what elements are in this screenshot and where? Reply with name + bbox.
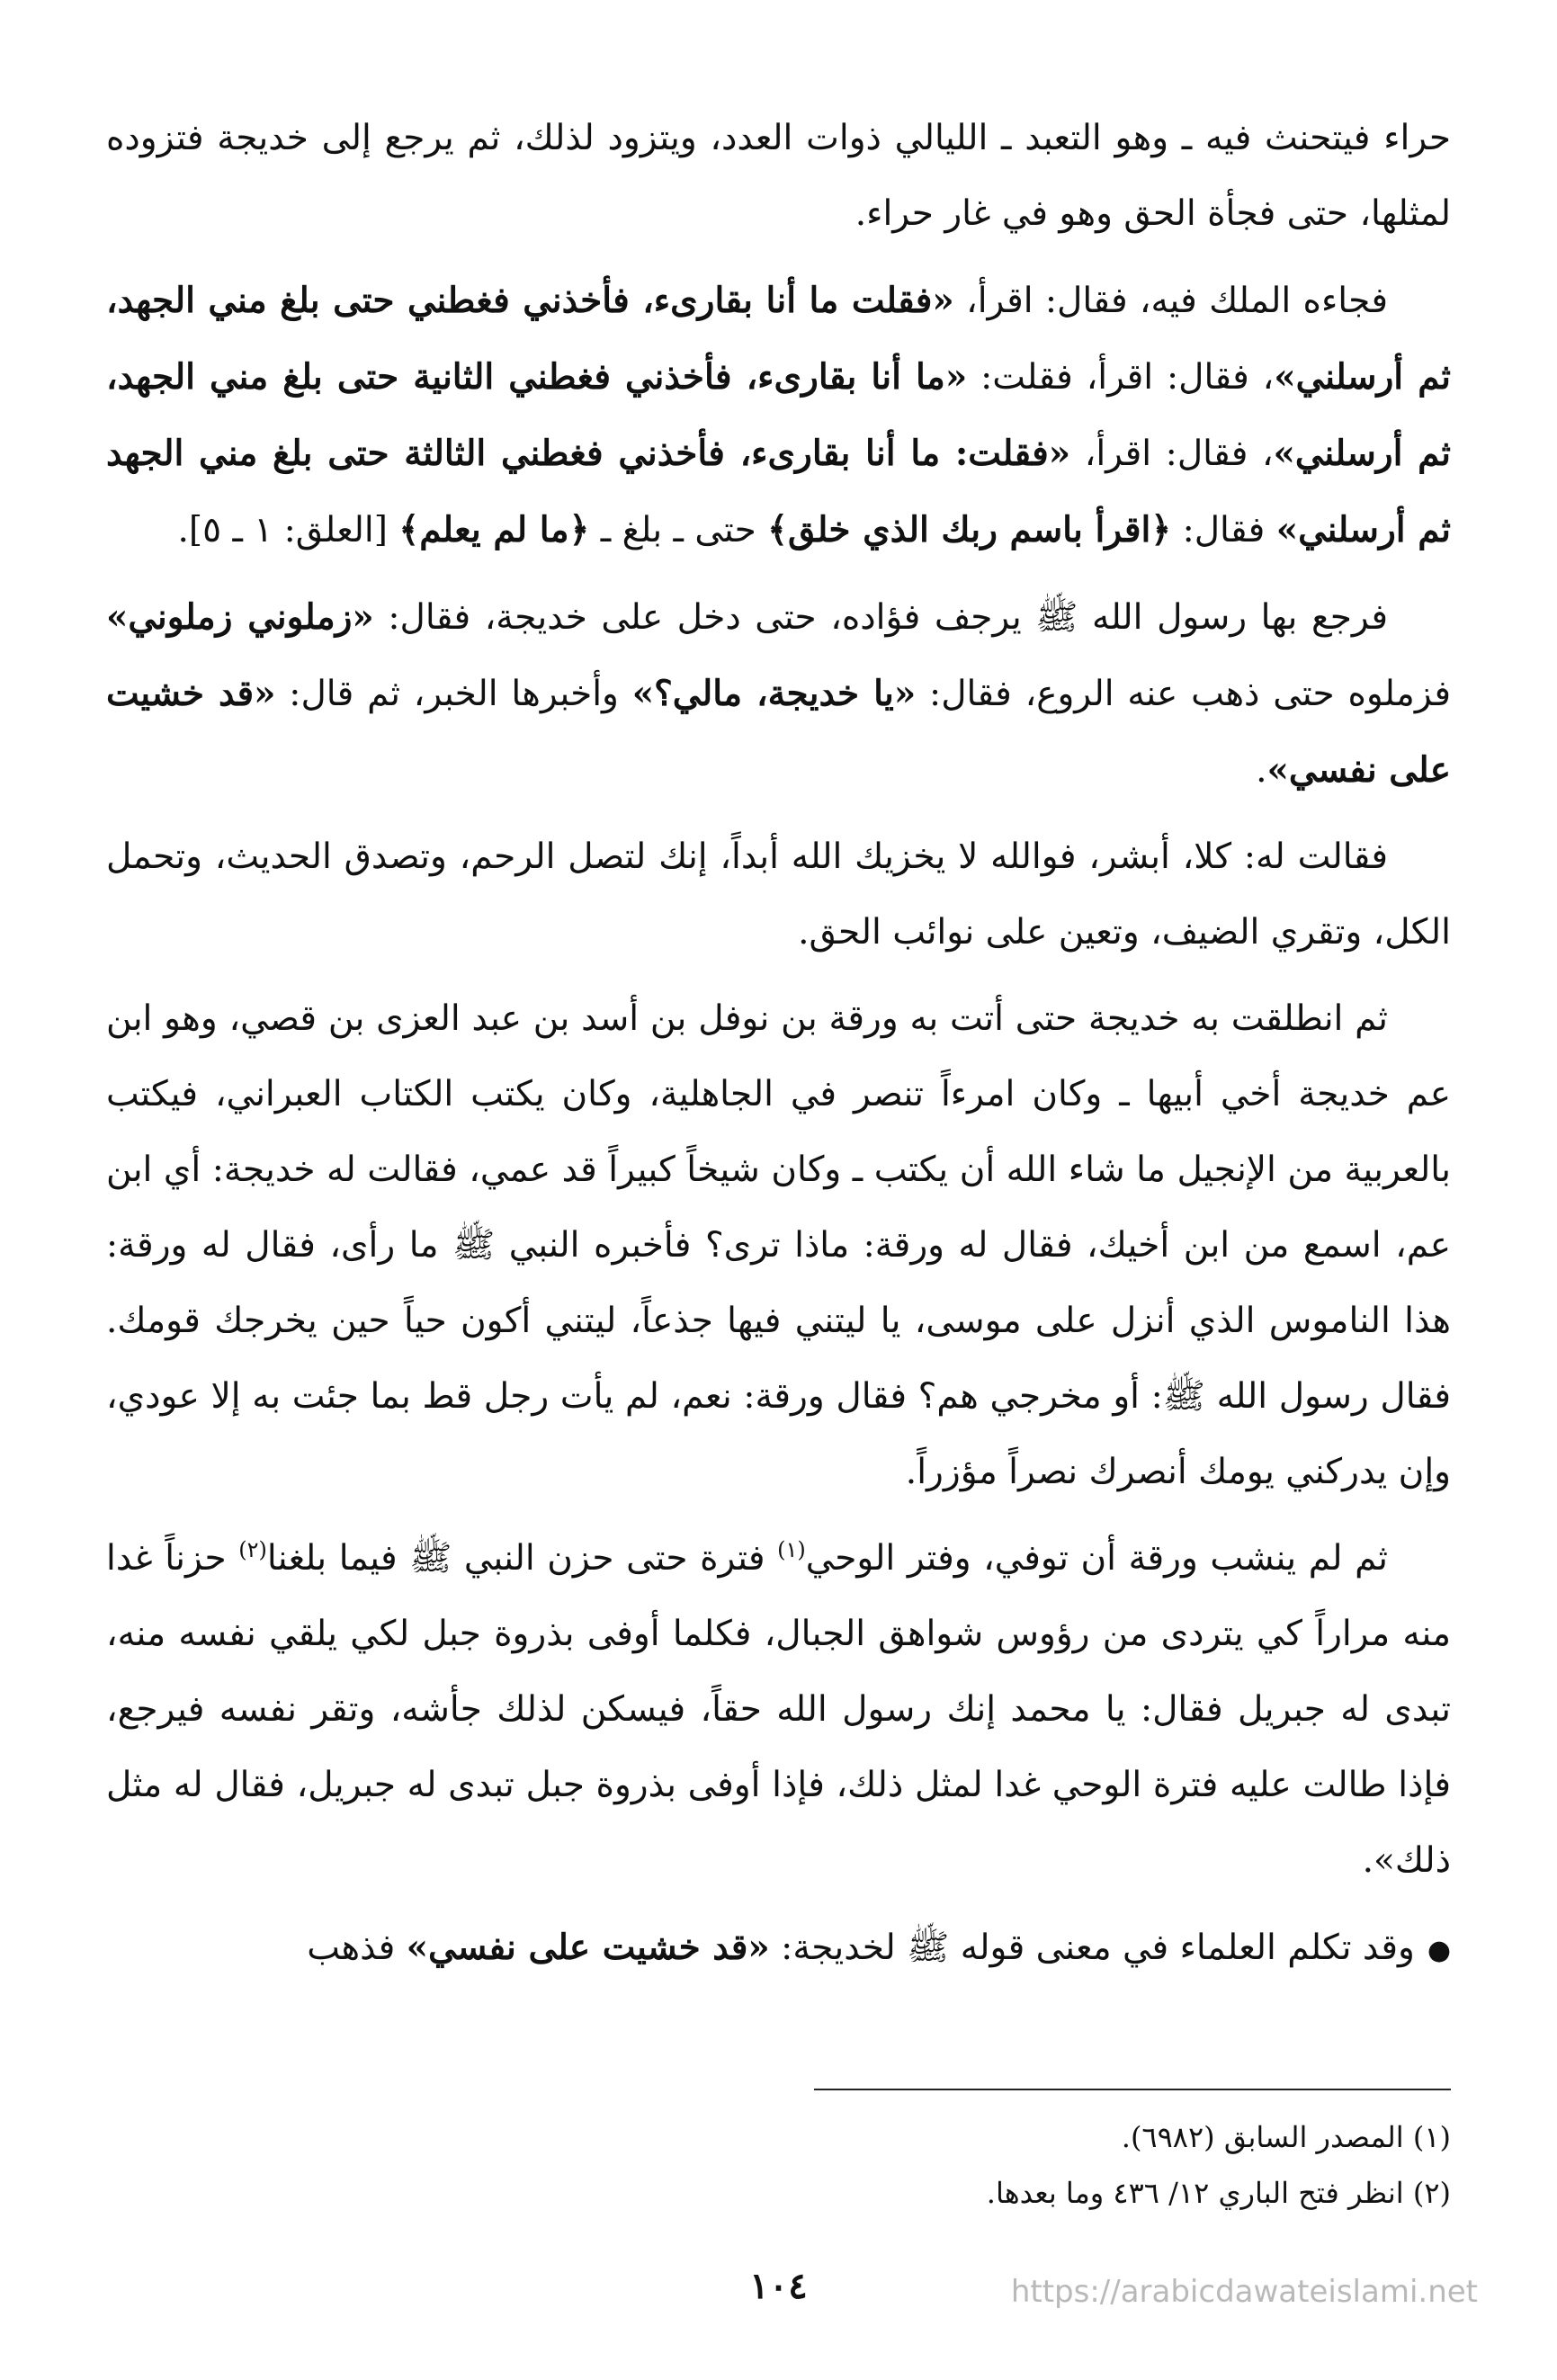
paragraph-3 xyxy=(106,579,1451,809)
paragraph-4-text: فقالت له: كلا، أبشر، فوالله لا يخزيك الله أبداً، إنك لتصل الرحم، وتصدق الحديث، وتحمل الكل، وتقري الضيف، وتعين على نوائب الحق. xyxy=(106,837,1451,953)
main-text xyxy=(106,101,1451,2000)
p3-seg: وأخبرها الخبر، ثم قال: xyxy=(275,674,632,714)
p2-seg: ، فقال: اقرأ، xyxy=(1070,434,1274,474)
p6-seg: ثم لم ينشب ورقة أن توفي، وفتر الوحي xyxy=(805,1538,1388,1579)
page-number: ١٠٤ xyxy=(749,2265,808,2307)
footnote-divider xyxy=(814,2089,1451,2090)
paragraph-7 xyxy=(106,1910,1451,1989)
paragraph-5 xyxy=(106,981,1451,1510)
footnote-2: (٢) انظر فتح الباري ١٢/ ٤٣٦ وما بعدها. xyxy=(986,2176,1451,2210)
p6-seg: حزناً غدا منه مراراً كي يتردى من رؤوس شواهق الجبال، فكلما أوفى بذروة جبل لكي يلقي نفسه منه، تبدى له جبريل فقال: يا محمد إنك رسول الله حقاً، فيسكن لذلك جأشه، وتقر نفسه فيرجع، فإذا طالت عليه فترة الوحي غدا لمثل ذلك، فإذا أوفى بذروة جبل تبدى له جبريل، فقال له مثل ذلك». xyxy=(106,1538,1451,1881)
p7-seg: وقد تكلم العلماء في معنى قوله ﷺ لخديجة: xyxy=(769,1928,1415,1968)
p3-seg: فزملوه حتى ذهب عنه الروع، فقال: xyxy=(916,674,1451,714)
footnote-1: (١) المصدر السابق (٦٩٨٢). xyxy=(1121,2120,1451,2154)
bullet-icon: ● xyxy=(1427,1935,1451,1966)
watermark-url[interactable]: https://arabicdawateislami.net xyxy=(1010,2274,1478,2310)
p3-seg-quote: «يا خديجة، مالي؟» xyxy=(631,673,917,714)
p2-seg: حتى ـ بلغ ـ xyxy=(589,510,768,550)
footnote-ref-1[interactable]: (١) xyxy=(777,1537,806,1562)
footnotes xyxy=(106,2109,1451,2221)
p2-seg-verse: ﴿اقرأ باسم ربك الذي خلق﴾ xyxy=(767,509,1172,550)
footnote-ref-2[interactable]: (٢) xyxy=(238,1537,267,1562)
p2-seg-verse: ﴿ما لم يعلم﴾ xyxy=(398,509,590,550)
paragraph-1 xyxy=(106,101,1451,252)
paragraph-2 xyxy=(106,263,1451,568)
p2-seg-quote: «ما أنا بقارىء، فأخذني فغطني الثانية حتى بلغ مني الجهد، ثم أرسلني» xyxy=(106,356,1451,474)
paragraph-4 xyxy=(106,819,1451,971)
p3-seg-quote: «زملوني زملوني» xyxy=(106,596,374,638)
paragraph-5-text: ثم انطلقت به خديجة حتى أتت به ورقة بن نوفل بن أسد بن عبد العزى بن قصي، وهو ابن عم خديجة أخي أبيها ـ وكان امرءاً تنصر في الجاهلية، وكان يكتب الكتاب العبراني، فيكتب بالعربية من الإنجيل ما شاء الله أن يكتب ـ وكان شيخاً كبيراً قد عمي، فقالت له خديجة: أي ابن عم، اسمع من ابن أخيك، فقال له ورقة: ماذا ترى؟ فأخبره النبي ﷺ ما رأى، فقال له ورقة: هذا الناموس الذي أنزل على موسى، يا ليتني فيها جذعاً، ليتني أكون حياً حين يخرجك قومك. فقال رسول الله ﷺ: أو مخرجي هم؟ فقال ورقة: نعم، لم يأت رجل قط بما جئت به إلا عودي، وإن يدركني يومك أنصرك نصراً مؤزراً. xyxy=(106,998,1451,1492)
p2-seg: فقال: xyxy=(1171,510,1276,550)
paragraph-1-text: حراء فيتحنث فيه ـ وهو التعبد ـ الليالي ذوات العدد، ويتزود لذلك، ثم يرجع إلى خديجة فتزوده لمثلها، حتى فجأة الحق وهو في غار حراء. xyxy=(106,118,1451,234)
paragraph-6 xyxy=(106,1521,1451,1899)
p2-seg: فجاءه الملك فيه، فقال: اقرأ، xyxy=(953,281,1388,321)
p6-seg: فترة حتى حزن النبي ﷺ فيما بلغنا xyxy=(266,1538,778,1579)
p2-seg-citation: [العلق: ١ ـ ٥]. xyxy=(177,510,399,550)
p3-seg-quote: «قد خشيت على نفسي» xyxy=(106,673,1451,791)
p3-seg: . xyxy=(1256,750,1267,791)
p2-seg-quote: «فقلت ما أنا بقارىء، فأخذني فغطني حتى بلغ مني الجهد، ثم أرسلني» xyxy=(106,280,1452,398)
p3-seg: فرجع بها رسول الله ﷺ يرجف فؤاده، حتى دخل على خديجة، فقال: xyxy=(373,597,1388,638)
p2-seg: ، فقال: اقرأ، فقلت: xyxy=(967,357,1275,398)
p7-seg-quote: «قد خشيت على نفسي» xyxy=(406,1927,770,1968)
p2-seg-quote: «فقلت: ما أنا بقارىء، فأخذني فغطني الثالثة حتى بلغ مني الجهد ثم أرسلني» xyxy=(106,433,1451,550)
p7-seg: فذهب xyxy=(307,1928,407,1968)
